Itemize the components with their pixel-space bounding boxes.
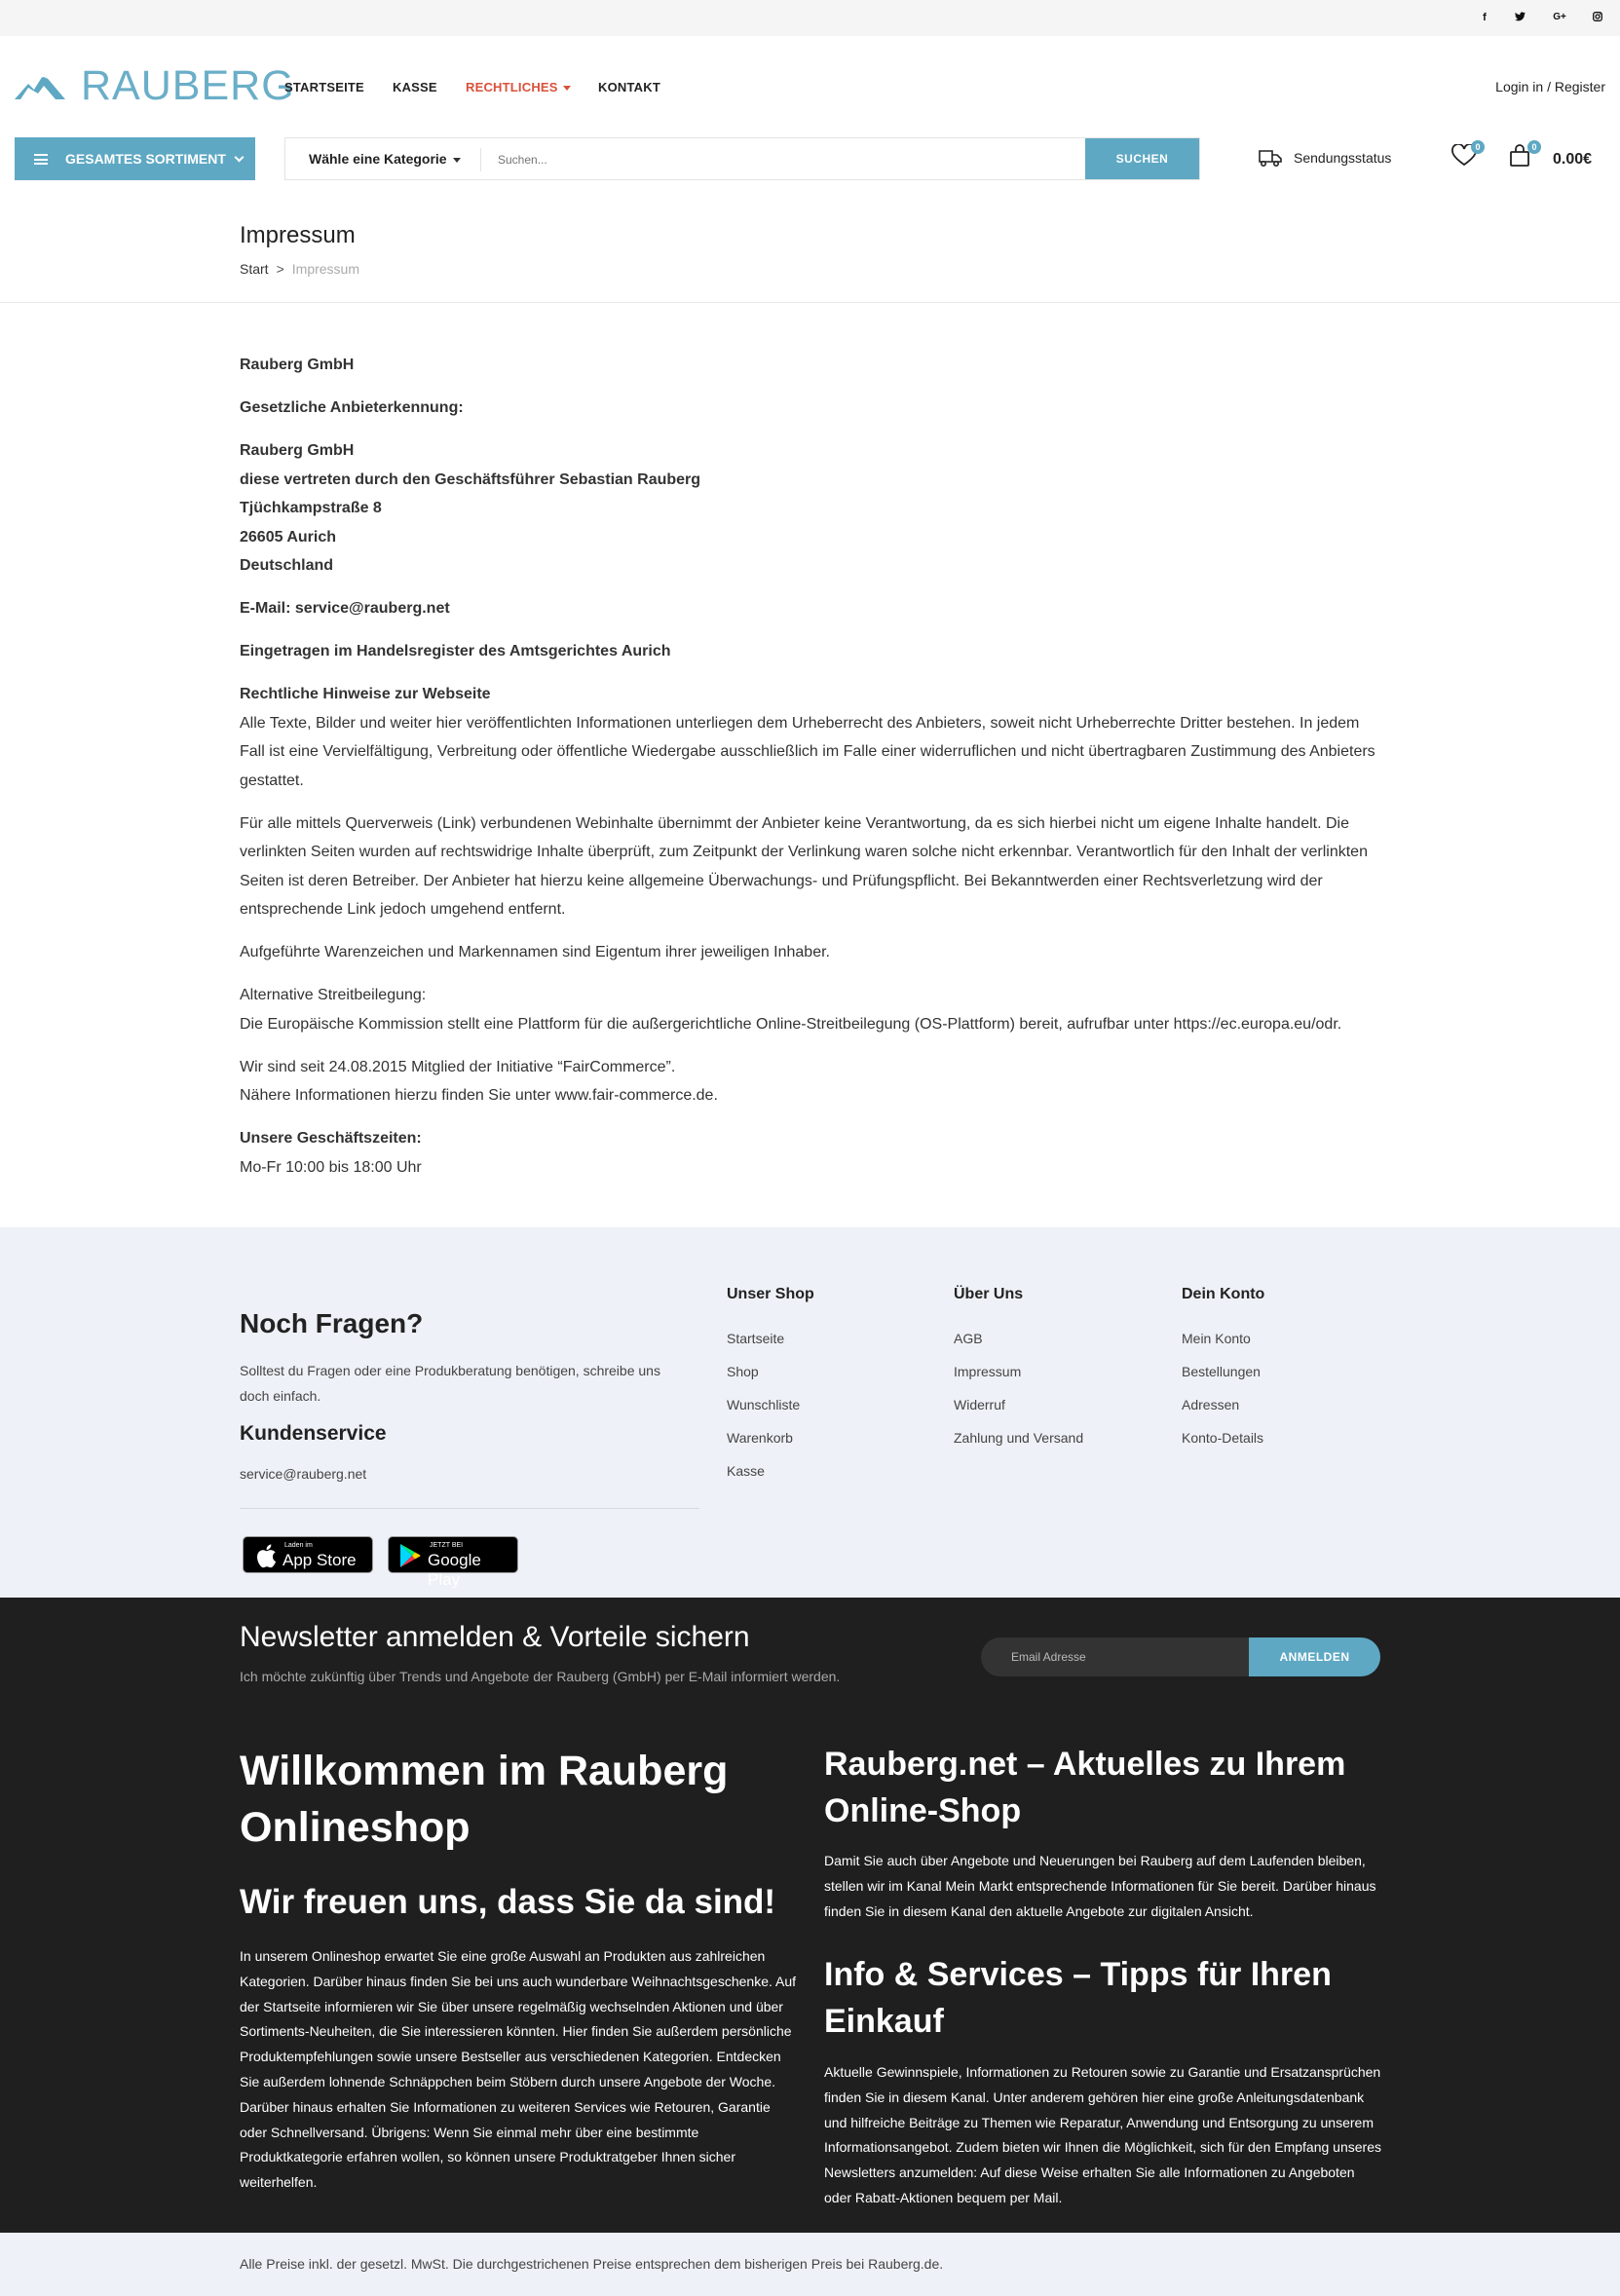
logo-text: RAUBERG bbox=[81, 62, 295, 109]
breadcrumb-home[interactable]: Start bbox=[240, 261, 269, 277]
links-text: Für alle mittels Querverweis (Link) verbundenen Webinhalte übernimmt der Anbieter keine Verantwortung, da es sich hierbei nicht um eigene Inhalte handelt. Die verlinkten Seiten wurden auf rechtswidrige Inhalte überprüft, zum Zeitpunkt der Verlinkung waren solche nicht erkennbar. Verantwortlich für den Inhalt der verlinkten Seiten ist deren Betreiber. Der Anbieter hat hierzu keine allgemeine Überwachungs- und Prüfungspflicht. Bei Bekanntwerden einer Rechtsverletzung wird der entsprechende Link jedoch umgehend entfernt. bbox=[240, 814, 1368, 918]
price-notice: Alle Preise inkl. der gesetzl. MwSt. Die durchgestrichenen Preise entsprechen dem bisherigen Preis bei Rauberg.de. bbox=[240, 2256, 944, 2272]
wishlist-button[interactable] bbox=[1451, 144, 1481, 173]
footer-col-account-title: Dein Konto bbox=[1182, 1286, 1265, 1302]
zeiten-text: Mo-Fr 10:00 bis 18:00 Uhr bbox=[240, 1158, 422, 1176]
shipping-status-link[interactable] bbox=[1259, 148, 1391, 168]
app-store-button[interactable] bbox=[243, 1536, 373, 1573]
cart-button[interactable] bbox=[1508, 144, 1537, 173]
streit-heading: Alternative Streitbeilegung: bbox=[240, 987, 427, 1003]
fair-line-2: Nähere Informationen hierzu finden Sie unter www.fair-commerce.de. bbox=[240, 1087, 718, 1104]
customer-service-title: Kundenservice bbox=[240, 1422, 387, 1445]
footer-link[interactable]: Widerruf bbox=[954, 1397, 1005, 1412]
footer-col-account bbox=[1182, 1331, 1263, 1463]
category-select[interactable] bbox=[309, 151, 461, 167]
divider bbox=[0, 302, 1620, 303]
footer-questions-title: Noch Fragen? bbox=[240, 1308, 424, 1338]
google-play-big: Google Play bbox=[428, 1551, 481, 1589]
seo-heading-glad: Wir freuen uns, dass Sie da sind! bbox=[240, 1883, 776, 1921]
apple-icon bbox=[255, 1543, 277, 1568]
address-company: Rauberg GmbH bbox=[240, 442, 355, 459]
app-store-small: Laden im bbox=[284, 1542, 313, 1549]
zeiten-heading: Unsere Geschäftszeiten: bbox=[240, 1130, 422, 1147]
search-input[interactable] bbox=[498, 148, 1063, 171]
google-play-small: JETZT BEI bbox=[430, 1542, 464, 1549]
streit-text: Die Europäische Kommission stellt eine Plattform für die außergerichtliche Online-Streitbeilegung (OS-Plattform) bereit, aufrufbar unter https://ec.europa.eu/odr. bbox=[240, 1015, 1342, 1033]
fair-line-1: Wir sind seit 24.08.2015 Mitglied der Initiative “FairCommerce”. bbox=[240, 1058, 676, 1075]
anbieter-heading: Gesetzliche Anbieterkennung: bbox=[240, 399, 464, 416]
twitter-icon[interactable] bbox=[1512, 12, 1527, 24]
register-info: Eingetragen im Handelsregister des Amtsgerichtes Aurich bbox=[240, 643, 671, 659]
footer-col-shop-title: Unser Shop bbox=[727, 1286, 814, 1302]
customer-service-email[interactable]: service@rauberg.net bbox=[240, 1466, 367, 1482]
cart-count-badge: 0 bbox=[1527, 140, 1541, 154]
seo-heading-news: Rauberg.net – Aktuelles zu Ihrem Online-Shop bbox=[824, 1746, 1346, 1829]
seo-text-news: Damit Sie auch über Angebote und Neuerungen bei Rauberg auf dem Laufenden bleiben, stellen wir im Kanal Mein Markt entsprechende Informationen für Sie bereit. Darüber hinaus finden Sie in diesem Kanal den aktuelle Angebote zur digitalen Ansicht. bbox=[824, 1853, 1376, 1919]
category-select-label: Wähle eine Kategorie bbox=[309, 151, 447, 167]
chevron-down-icon bbox=[234, 152, 244, 162]
logo[interactable] bbox=[15, 62, 295, 109]
search-button[interactable]: SUCHEN bbox=[1085, 138, 1199, 179]
footer-link[interactable]: Kasse bbox=[727, 1463, 765, 1479]
impressum-content bbox=[240, 351, 1379, 1196]
nav-kontakt[interactable]: KONTAKT bbox=[598, 80, 660, 94]
instagram-icon[interactable] bbox=[1590, 12, 1605, 24]
contact-email[interactable]: E-Mail: service@rauberg.net bbox=[240, 600, 450, 617]
footer-link[interactable]: Bestellungen bbox=[1182, 1364, 1261, 1379]
google-plus-icon[interactable]: G+ bbox=[1553, 12, 1566, 22]
footer-link[interactable]: AGB bbox=[954, 1331, 983, 1346]
footer-link[interactable]: Startseite bbox=[727, 1331, 785, 1346]
cart-total[interactable]: 0.00€ bbox=[1553, 151, 1593, 168]
top-bar bbox=[0, 0, 1620, 36]
caret-down-icon bbox=[563, 86, 571, 91]
marken-text: Aufgeführte Warenzeichen und Markennamen sind Eigentum ihrer jeweiligen Inhaber. bbox=[240, 944, 830, 960]
seo-heading-services: Info & Services – Tipps für Ihren Einkauf bbox=[824, 1956, 1332, 2040]
divider bbox=[480, 148, 481, 171]
newsletter-subtitle: Ich möchte zukünftig über Trends und Angebote der Rauberg (GmbH) per E-Mail informiert werden. bbox=[240, 1669, 841, 1684]
nav-kasse[interactable]: KASSE bbox=[393, 80, 437, 94]
address-ceo: diese vertreten durch den Geschäftsführer Sebastian Rauberg bbox=[240, 470, 701, 488]
breadcrumb-current: Impressum bbox=[291, 261, 359, 277]
footer-col-shop bbox=[727, 1331, 800, 1496]
address-country: Deutschland bbox=[240, 557, 334, 574]
breadcrumb bbox=[240, 261, 359, 277]
divider bbox=[240, 1508, 699, 1509]
hinweise-text: Alle Texte, Bilder und weiter hier veröffentlichten Informationen unterliegen dem Urheberrecht des Anbieters, soweit nicht Urheberrechte Dritter bestehen. In jedem Fall ist eine Vervielfältigung, Verbreitung oder öffentliche Wiedergabe ausschließlich im Falle einer widerruflichen und nicht übertragbaren Zustimmung des Anbieters gestattet. bbox=[240, 714, 1375, 789]
hinweise-heading: Rechtliche Hinweise zur Webseite bbox=[240, 686, 491, 702]
address-street: Tjüchkampstraße 8 bbox=[240, 500, 382, 516]
seo-heading-welcome: Willkommen im Rauberg Onlineshop bbox=[240, 1748, 729, 1851]
seo-text-services: Aktuelle Gewinnspiele, Informationen zu Retouren sowie zu Garantie und Ersatzansprüchen finden Sie in diesem Kanal. Unter anderem gehören hier eine große Anleitungsdatenbank und hilfreiche Beiträge zu Themen wie Reparatur, Anwendung und Entsorgung zu unserem Informationsangebot. Zudem bieten wir Ihnen die Möglichkeit, sich für den Empfang unseres Newsletters anzumelden: Auf diese Weise erhalten Sie alle Informationen zu Angeboten oder Rabatt-Aktionen bequem per Mail. bbox=[824, 2064, 1381, 2205]
wishlist-count-badge: 0 bbox=[1471, 140, 1485, 154]
menu-icon bbox=[34, 154, 48, 165]
footer-link[interactable]: Konto-Details bbox=[1182, 1430, 1264, 1446]
caret-down-icon bbox=[453, 158, 461, 163]
search-bar bbox=[284, 137, 1200, 180]
breadcrumb-separator: > bbox=[276, 261, 284, 277]
footer-link[interactable]: Shop bbox=[727, 1364, 759, 1379]
footer-link[interactable]: Warenkorb bbox=[727, 1430, 793, 1446]
mountain-logo-icon bbox=[15, 68, 65, 107]
footer-col-about-title: Über Uns bbox=[954, 1286, 1024, 1302]
nav-rechtliches-label: RECHTLICHES bbox=[466, 80, 558, 94]
footer-questions-text: Solltest du Fragen oder eine Produkberatung benötigen, schreibe uns doch einfach. bbox=[240, 1363, 660, 1404]
newsletter-subscribe-button[interactable]: ANMELDEN bbox=[1249, 1637, 1380, 1676]
all-categories-label: GESAMTES SORTIMENT bbox=[65, 151, 226, 167]
page-title: Impressum bbox=[240, 222, 356, 248]
nav-rechtliches[interactable] bbox=[466, 80, 571, 94]
footer-col-about bbox=[954, 1331, 1083, 1463]
footer-link[interactable]: Zahlung und Versand bbox=[954, 1430, 1084, 1446]
footer-link[interactable]: Wunschliste bbox=[727, 1397, 801, 1412]
truck-icon bbox=[1259, 148, 1282, 168]
facebook-icon[interactable]: f bbox=[1483, 12, 1487, 23]
newsletter-email-input[interactable]: Email Adresse bbox=[981, 1637, 1249, 1676]
app-store-big: App Store bbox=[283, 1551, 357, 1569]
company-name: Rauberg GmbH bbox=[240, 357, 355, 373]
google-play-button[interactable] bbox=[388, 1536, 518, 1589]
all-categories-button[interactable] bbox=[15, 137, 255, 180]
footer-link[interactable]: Impressum bbox=[954, 1364, 1022, 1379]
newsletter-title: Newsletter anmelden & Vorteile sichern bbox=[240, 1621, 750, 1653]
footer-link[interactable]: Mein Konto bbox=[1182, 1331, 1251, 1346]
nav-startseite[interactable]: STARTSEITE bbox=[284, 80, 364, 94]
google-play-icon bbox=[398, 1543, 422, 1568]
seo-text-welcome: In unserem Onlineshop erwartet Sie eine große Auswahl an Produkten aus zahlreichen Kategorien. Darüber hinaus finden Sie bei uns auch wunderbare Weihnachtsgeschenke. Auf der Startseite informieren wir Sie über unsere regelmäßig wechselnden Aktionen und über Sortiments-Neuheiten, die Sie interessieren könnten. Hier finden Sie außerdem persönliche Produktempfehlungen sowie unsere Bestseller aus verschiedenen Kategorien. Entdecken Sie außerdem lohnende Schnäppchen beim Stöbern durch unsere Angebote der Woche. Darüber hinaus erhalten Sie Informationen zu weiteren Services wie Retouren, Garantie oder Schnellversand. Übrigens: Wenn Sie einmal mehr über eine bestimmte Produktkategorie erfahren wollen, so können unsere Produktratgeber Ihnen sicher weiterhelfen. bbox=[240, 1948, 797, 2191]
address-city: 26605 Aurich bbox=[240, 528, 337, 546]
shipping-status-label: Sendungsstatus bbox=[1294, 150, 1392, 166]
login-register-link[interactable]: Login in / Register bbox=[1495, 79, 1605, 94]
footer-link[interactable]: Adressen bbox=[1182, 1397, 1240, 1412]
